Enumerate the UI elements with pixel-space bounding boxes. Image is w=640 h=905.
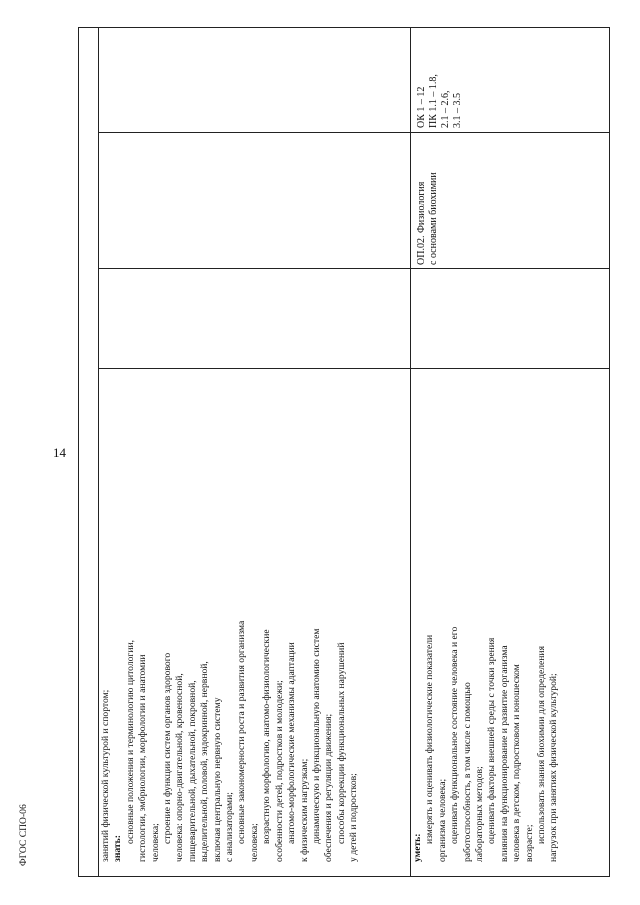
discipline-name: ОП.02. Физиология с основами биохимии [416,172,439,265]
competency-codes: ОК 1 – 12 ПК 1.1 – 1.8, 2.1 – 2.6, 3.1 – 3.5 [416,74,463,128]
knowledge-block: занятий физической культурой и спортом; знать: основные положения и терминологию цитологии, гистологии, эмбриологии, морфологии и анатомии человека; строение и функции систем органов здорового человека: опорно-двигательной, кровеносной, пищеварительной, дыхательной, покровной, выделительной, половой, эндокринной, нервной, включая центральную нервную систему с анализаторами; основные закономерности роста и развития организма человека; возрастную морфологию, анатомо-физиологические особенности детей, подростков и молодежи; анатомо-морфологические механизмы адаптации к физическим нагрузкам; динамическую и функциональную анатомию систем обеспечения и регуляции движения; способы коррекции функциональных нарушений у детей и подростков; [100,620,360,862]
table-row-line [98,268,610,269]
table-row-line [98,132,610,133]
table-row-line [98,368,610,369]
skills-block: уметь: измерять и оценивать физиологические показатели организма человека; оценивать функциональное состояние человека и его работоспособность, в том числе с помощью лабораторных методов; оценивать факторы внешней среды с точки зрения влияния на функционирование и развитие организма человека в детском, подростковом и юношеском возрасте; использовать знания биохимии для определения нагрузок при занятиях физической культурой; [412,626,560,862]
table-column-line [98,27,99,877]
table-column-line [410,27,411,877]
page-number: 14 [53,445,66,460]
footer-code: ФГОС СПО-06 [18,804,29,866]
